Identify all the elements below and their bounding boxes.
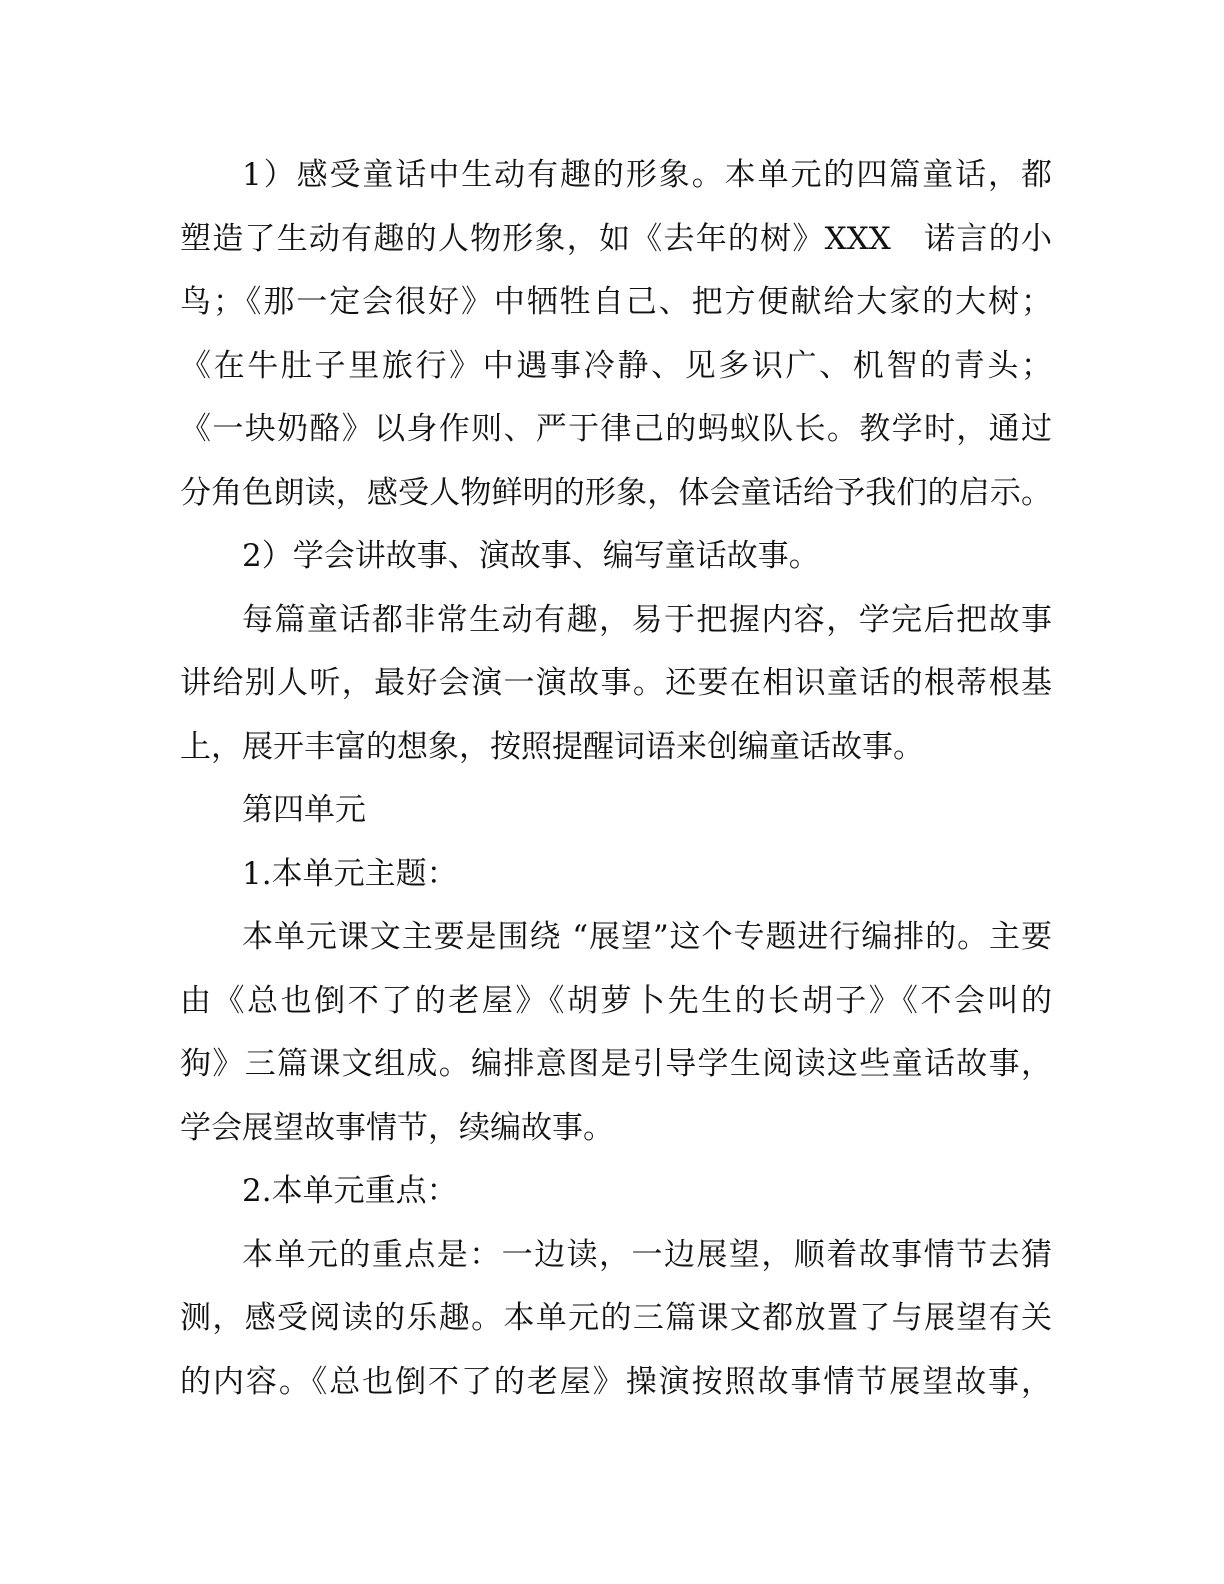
text-line-1: 1）感受童话中生动有趣的形象。本单元的四篇童话，都 [242,157,1052,193]
text-line-5: 《一块奶酪》以身作则、严于律己的蚂蚁队长。教学时，通过 [180,411,1052,447]
text-line-20: 的内容。《总也倒不了的老屋》操演按照故事情节展望故事， [180,1363,1052,1400]
subheading-theme: 1.本单元主题： [242,855,458,892]
text-line-7: 2）学会讲故事、演故事、编写童话故事。 [242,538,820,574]
text-line-9: 讲给别人听，最好会演一演故事。还要在相识童话的根蒂根基 [180,665,1052,701]
text-line-19: 测，感受阅读的乐趣。本单元的三篇课文都放置了与展望有关 [180,1300,1052,1336]
text-line-16: 学会展望故事情节，续编故事。 [180,1109,614,1146]
text-line-4: 《在牛肚子里旅行》中遇事冷静、见多识广、机智的青头； [180,347,1052,384]
subheading-focus: 2.本单元重点： [242,1173,458,1209]
text-line-13: 本单元课文主要是围绕 “展望”这个专题进行编排的。主要 [242,919,1052,955]
text-line-3: 鸟；《那一定会很好》中牺牲自己、把方便献给大家的大树； [180,284,1052,320]
text-line-2: 塑造了生动有趣的人物形象，如《去年的树》XXX 诺言的小 [180,220,1052,257]
text-line-6: 分角色朗读，感受人物鲜明的形象，体会童话给予我们的启示。 [180,474,1052,511]
text-line-18: 本单元的重点是：一边读，一边展望，顺着故事情节去猜 [242,1236,1052,1273]
section-heading: 第四单元 [242,792,366,828]
text-line-15: 狗》三篇课文组成。编排意图是引导学生阅读这些童话故事， [180,1046,1052,1082]
document-page [180,144,1052,1414]
text-line-8: 每篇童话都非常生动有趣，易于把握内容，学完后把故事 [242,601,1052,638]
text-line-10: 上，展开丰富的想象，按照提醒词语来创编童话故事。 [180,728,924,765]
text-line-14: 由《总也倒不了的老屋》《胡萝卜先生的长胡子》《不会叫的 [180,982,1052,1019]
